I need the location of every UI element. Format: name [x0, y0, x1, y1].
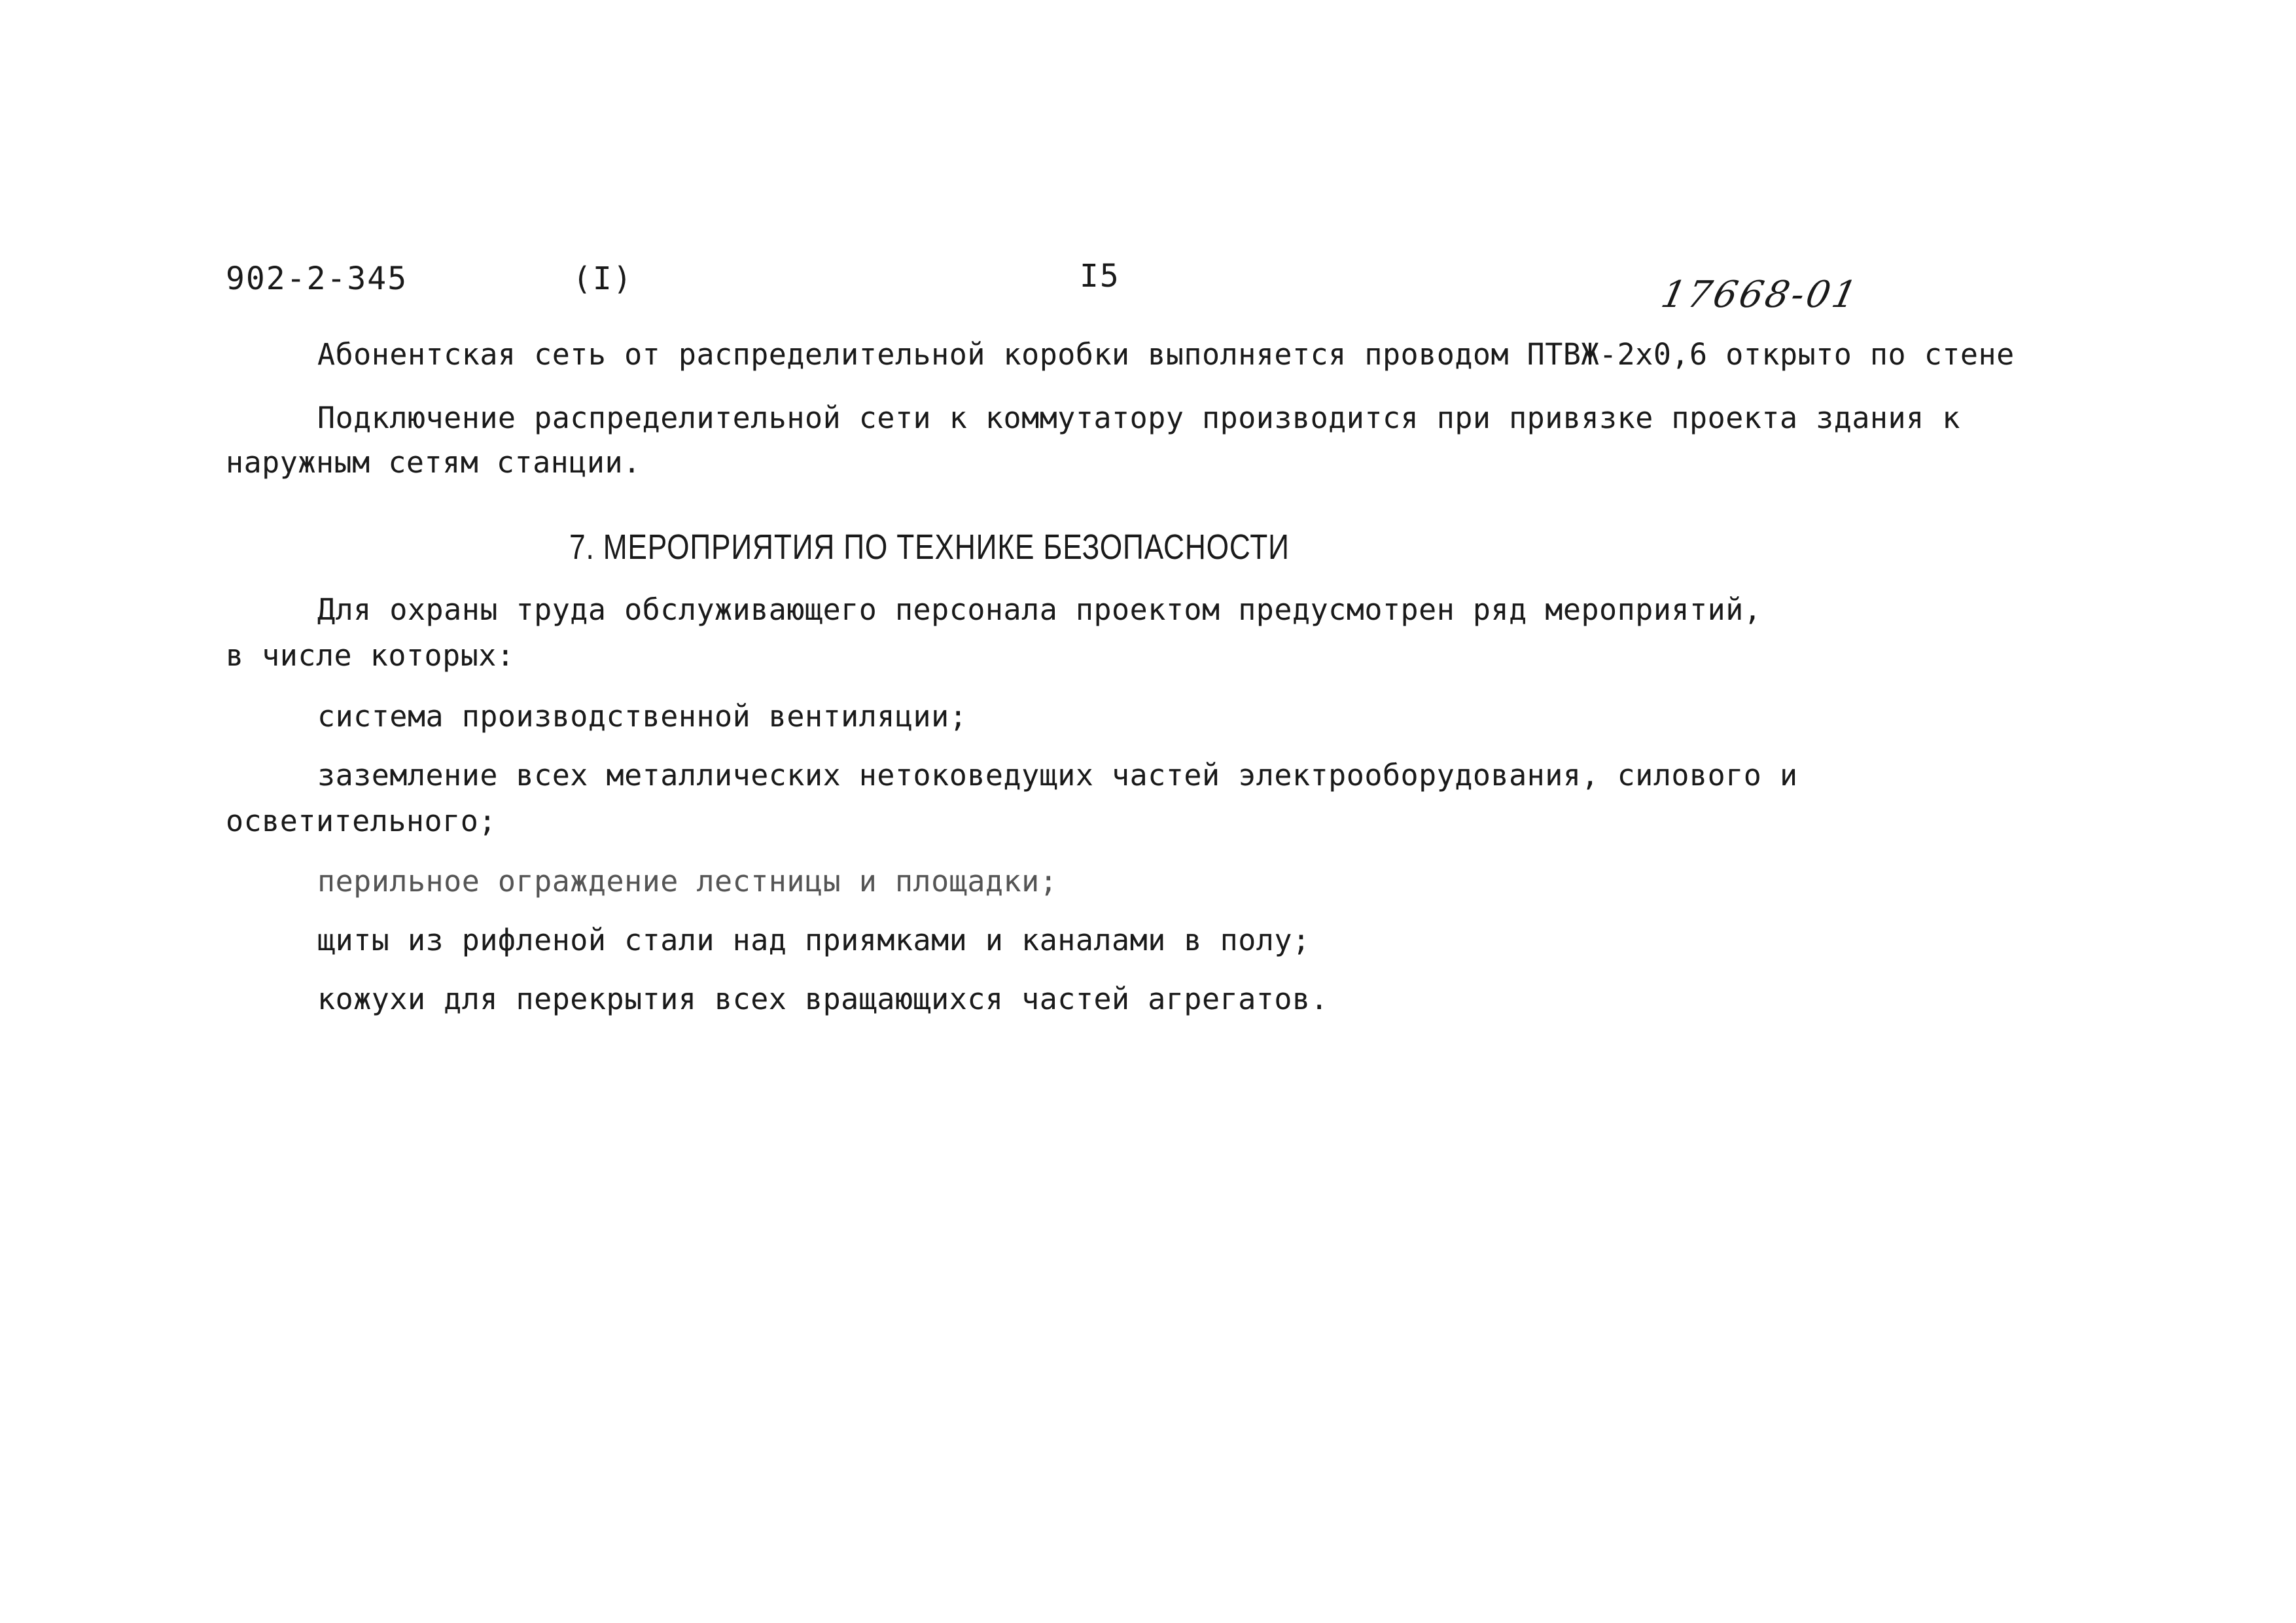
list-item-grounding-line1: заземление всех металлических нетоковедущих частей электрооборудования, силового и [317, 758, 1798, 793]
list-item-railing: перильное ограждение лестницы и площадки; [317, 864, 1058, 899]
handwritten-stamp-number: 17668-01 [1657, 274, 1863, 316]
document-code: 902-2-345 [226, 260, 408, 297]
list-item-grounding-line2: осветительного; [226, 804, 497, 838]
list-item-ventilation: система производственной вентиляции; [317, 699, 968, 734]
safety-intro-line1: Для охраны труда обслуживающего персонала проектом предусмотрен ряд мероприятий, [317, 592, 1762, 627]
list-item-shields: щиты из рифленой стали над приямками и каналами в полу; [317, 923, 1311, 957]
section-heading: 7. МЕРОПРИЯТИЯ ПО ТЕХНИКЕ БЕЗОПАСНОСТИ [569, 527, 1290, 567]
safety-intro-line2: в числе которых: [226, 638, 515, 673]
page-number: I5 [1080, 258, 1120, 294]
subscriber-network-paragraph: Абонентская сеть от распределительной коробки выполняется проводом ПТВЖ-2х0,6 открыто по стене [317, 337, 2015, 372]
list-item-casings: кожухи для перекрытия всех вращающихся частей агрегатов. [317, 982, 1329, 1016]
connection-paragraph-line2: наружным сетям станции. [226, 445, 641, 480]
document-part: (I) [573, 260, 633, 297]
connection-paragraph-line1: Подключение распределительной сети к коммутатору производится при привязке проекта здания к [317, 401, 1960, 435]
